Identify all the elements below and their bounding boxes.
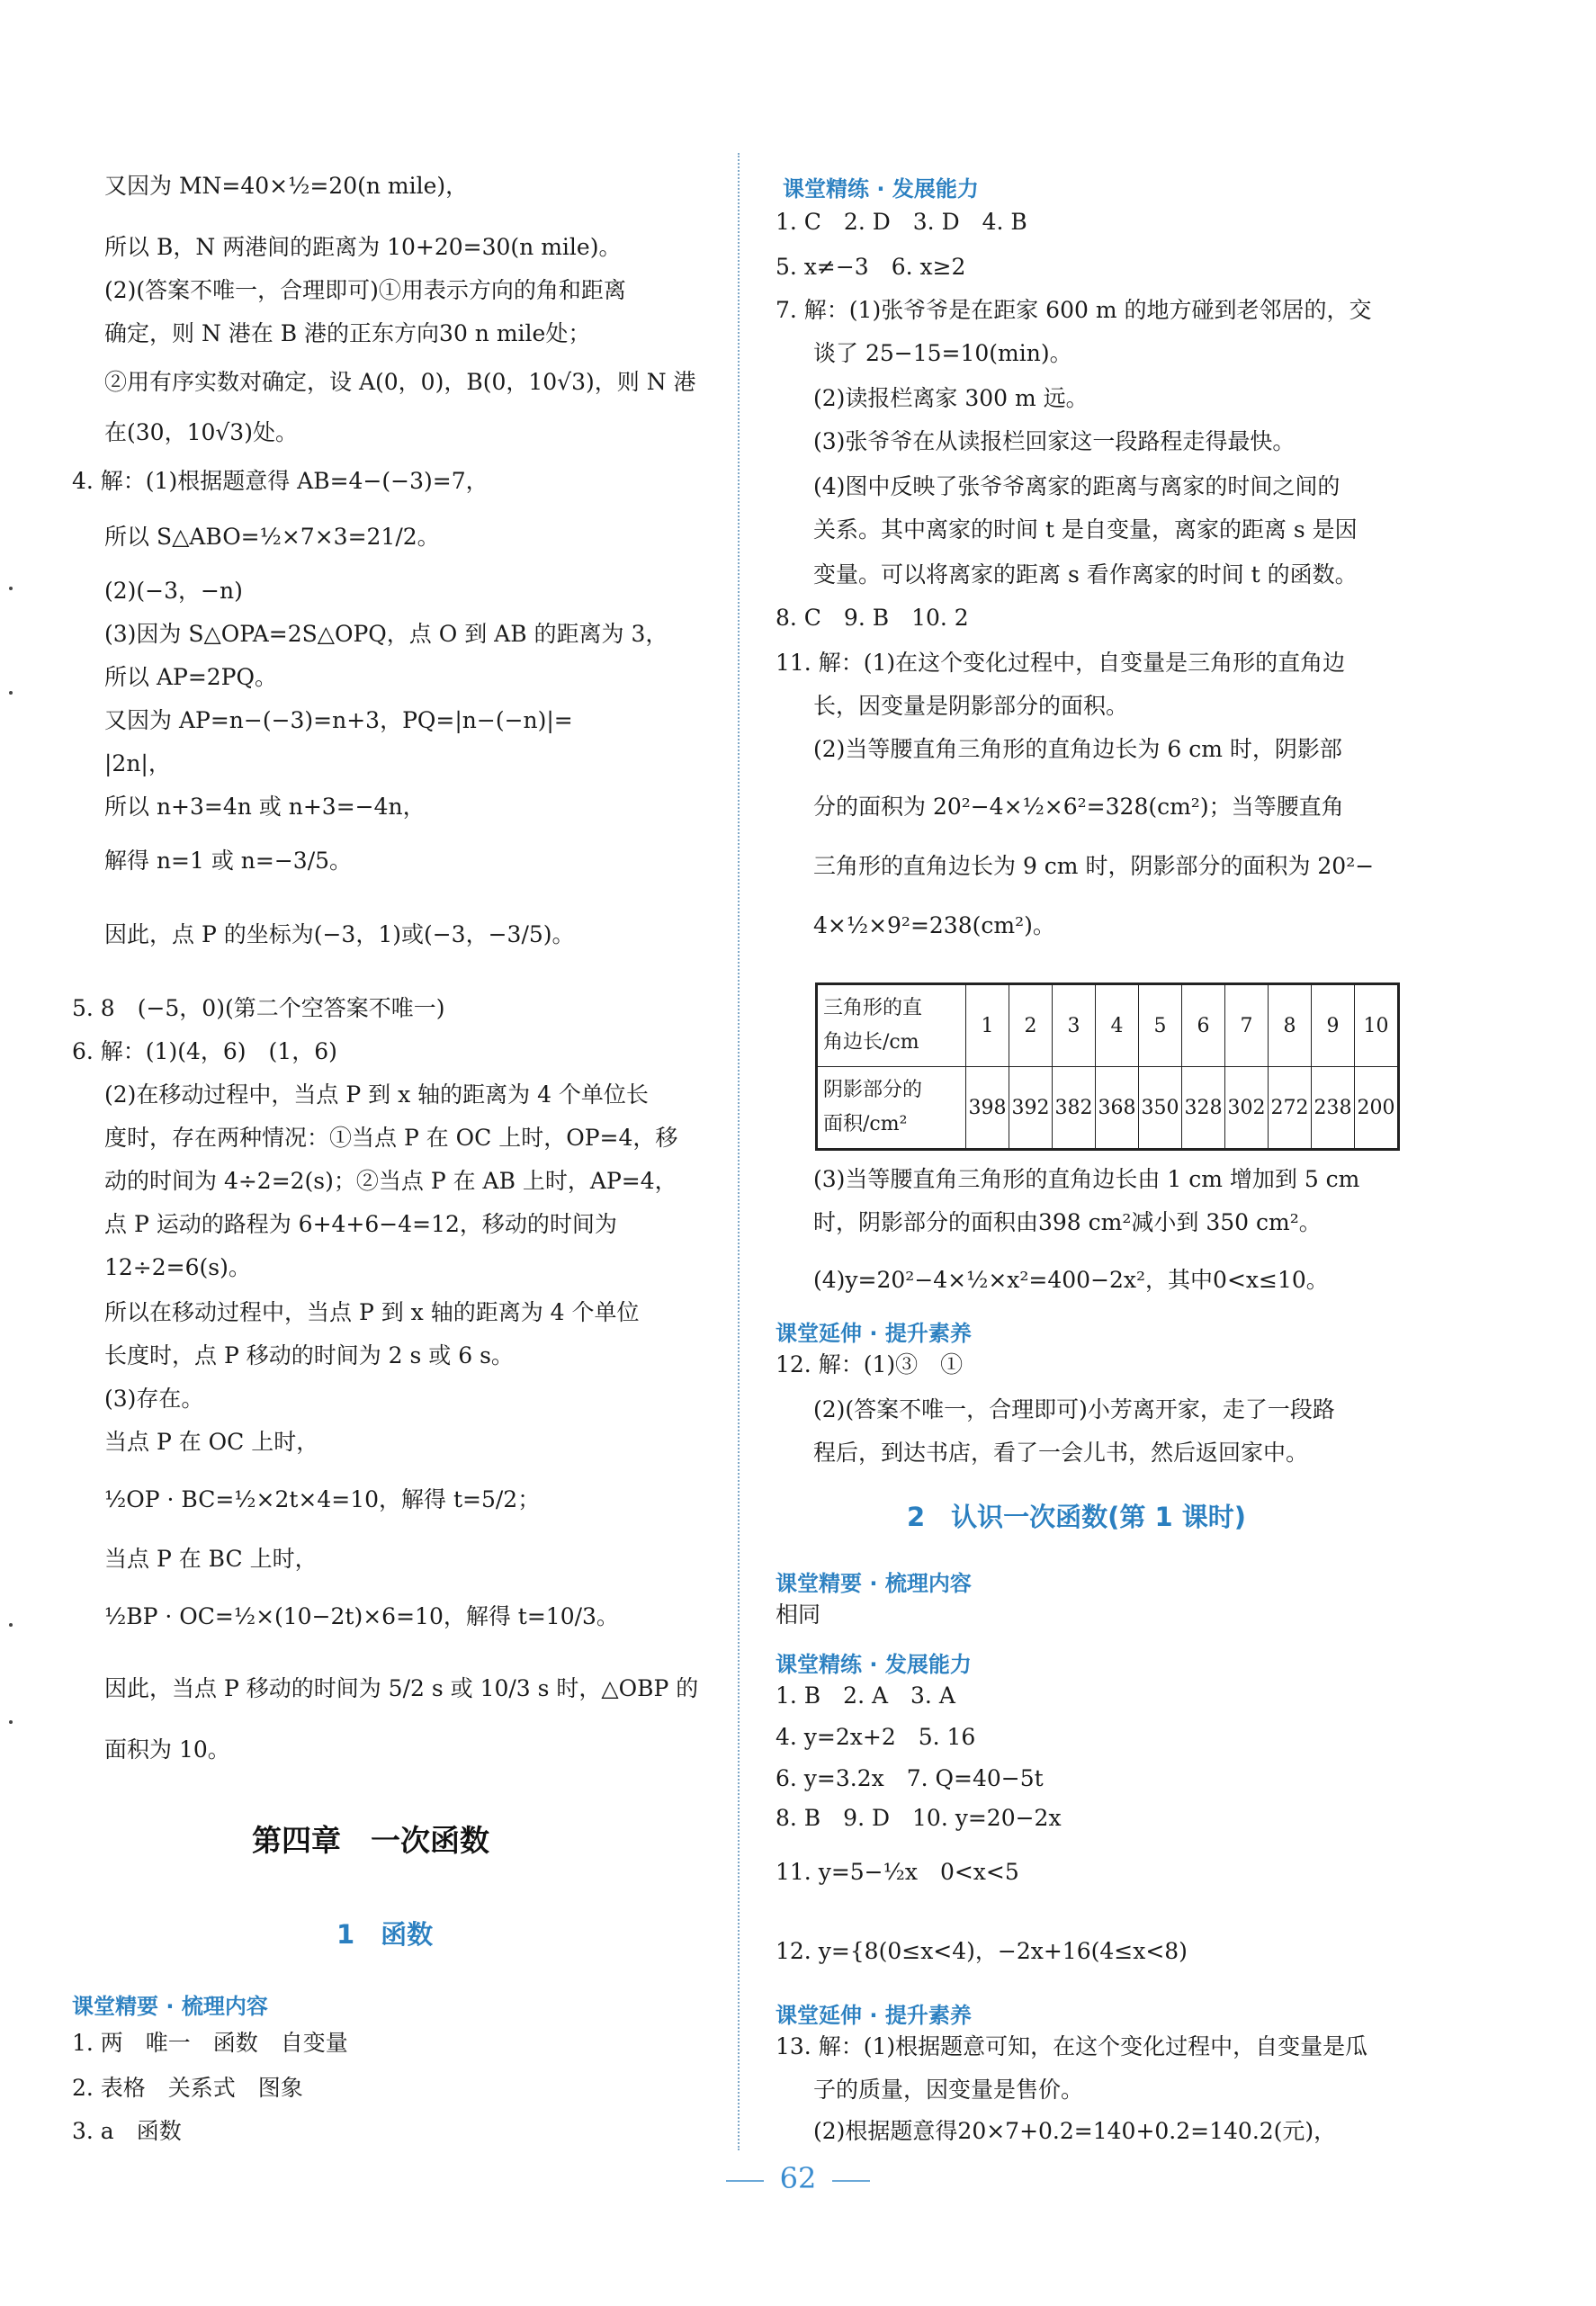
text-line: 在(30，10√3)处。	[104, 419, 298, 445]
text-line: 6. y=3.2x 7. Q=40−5t	[776, 1765, 1044, 1791]
table-cell: 7	[1225, 984, 1269, 1067]
header-text: 角边长/cm	[823, 1031, 919, 1054]
scan-mark	[9, 691, 13, 695]
header-text: 阴影部分的	[823, 1079, 923, 1101]
table-cell: 302	[1225, 1067, 1269, 1150]
text-line: 变量。可以将离家的距离 s 看作离家的时间 t 的函数。	[813, 561, 1358, 588]
table-row	[817, 1067, 1399, 1150]
text-line: 所以 AP=2PQ。	[104, 664, 277, 690]
text-line: 子的质量，因变量是售价。	[813, 2077, 1084, 2103]
text-line: 1. 两 唯一 函数 自变量	[72, 2030, 348, 2056]
text-line: ½BP · OC=½×(10−2t)×6=10，解得 t=10/3。	[104, 1603, 619, 1629]
text-line: 12. y={8(0≤x<4)，−2x+16(4≤x<8)	[776, 1938, 1188, 1964]
subchapter-title: 2 认识一次函数(第 1 课时)	[907, 1502, 1247, 1532]
text-line: ½OP · BC=½×2t×4=10，解得 t=5/2；	[104, 1486, 541, 1512]
header-text: 面积/cm²	[823, 1113, 908, 1135]
text-line: 因此，当点 P 移动的时间为 5/2 s 或 10/3 s 时，△OBP 的	[104, 1675, 699, 1701]
value-table	[815, 983, 1400, 1151]
column-divider	[738, 153, 740, 2150]
text-line: 因此，点 P 的坐标为(−3，1)或(−3，−3/5)。	[104, 921, 575, 947]
text-line: 5. x≠−3 6. x≥2	[776, 254, 966, 280]
text-line: (2)(答案不唯一，合理即可)小芳离开家，走了一段路	[813, 1396, 1335, 1422]
text-line: 3. a 函数	[72, 2118, 182, 2144]
text-line: 当点 P 在 BC 上时，	[104, 1546, 318, 1572]
section-heading: 课堂延伸 · 提升素养	[776, 1321, 972, 1346]
text-line: (3)存在。	[104, 1386, 204, 1412]
text-line: (4)y=20²−4×½×x²=400−2x²，其中0<x≤10。	[813, 1267, 1329, 1293]
text-line: (3)因为 S△OPA=2S△OPQ，点 O 到 AB 的距离为 3，	[104, 621, 668, 647]
text-line: 8. C 9. B 10. 2	[776, 605, 969, 631]
text-line: |2n|，	[104, 750, 171, 776]
page-number-dash	[832, 2180, 870, 2182]
text-line: (2)(−3，−n)	[104, 578, 243, 604]
text-line: (3)张爷爷在从读报栏回家这一段路程走得最快。	[813, 428, 1296, 454]
text-line: (2)根据题意得20×7+0.2=140+0.2=140.2(元)，	[813, 2118, 1337, 2144]
text-line: 分的面积为 20²−4×½×6²=328(cm²)；当等腰直角	[813, 794, 1344, 820]
text-line: 动的时间为 4÷2=2(s)；②当点 P 在 AB 上时，AP=4，	[104, 1168, 677, 1194]
chapter-title: 第四章 一次函数	[252, 1823, 489, 1858]
table-header-cell	[817, 1067, 966, 1150]
table-cell: 4	[1096, 984, 1139, 1067]
table-cell: 382	[1053, 1067, 1096, 1150]
table-cell: 272	[1269, 1067, 1312, 1150]
text-line: 13. 解：(1)根据题意可知，在这个变化过程中，自变量是瓜	[776, 2033, 1368, 2059]
text-line: 4×½×9²=238(cm²)。	[813, 912, 1055, 938]
text-line: ②用有序实数对确定，设 A(0，0)，B(0，10√3)，则 N 港	[104, 369, 696, 395]
text-line: 8. B 9. D 10. y=20−2x	[776, 1805, 1062, 1831]
text-line: 相同	[776, 1602, 821, 1628]
table-row	[817, 984, 1399, 1067]
text-line: 4. y=2x+2 5. 16	[776, 1724, 976, 1750]
text-line: 5. 8 (−5，0)(第二个空答案不唯一)	[72, 995, 445, 1021]
table-cell: 8	[1269, 984, 1312, 1067]
text-line: 度时，存在两种情况：①当点 P 在 OC 上时，OP=4，移	[104, 1125, 678, 1151]
text-line: 三角形的直角边长为 9 cm 时，阴影部分的面积为 20²−	[813, 853, 1375, 879]
text-line: (4)图中反映了张爷爷离家的距离与离家的时间之间的	[813, 473, 1340, 499]
text-line: 当点 P 在 OC 上时，	[104, 1429, 319, 1455]
text-line: 所以 B，N 两港间的距离为 10+20=30(n mile)。	[104, 234, 622, 260]
text-line: (2)(答案不唯一，合理即可)①用表示方向的角和距离	[104, 277, 626, 303]
scan-mark	[9, 1623, 13, 1627]
text-line: 11. y=5−½x 0<x<5	[776, 1859, 1019, 1885]
text-line: 12. 解：(1)③ ①	[776, 1351, 964, 1377]
text-line: 确定，则 N 港在 B 港的正东方向30 n mile处；	[104, 320, 591, 346]
text-line: 关系。其中离家的时间 t 是自变量，离家的距离 s 是因	[813, 516, 1358, 543]
text-line: 所以在移动过程中，当点 P 到 x 轴的距离为 4 个单位	[104, 1299, 640, 1325]
text-line: (2)在移动过程中，当点 P 到 x 轴的距离为 4 个单位长	[104, 1081, 649, 1108]
text-line: 谈了 25−15=10(min)。	[813, 340, 1072, 366]
table-cell: 2	[1009, 984, 1053, 1067]
section-heading: 课堂延伸 · 提升素养	[776, 2003, 972, 2028]
table-cell: 6	[1182, 984, 1225, 1067]
scan-mark	[9, 1720, 13, 1724]
section-heading: 课堂精要 · 梳理内容	[776, 1571, 972, 1596]
text-line: 2. 表格 关系式 图象	[72, 2075, 303, 2101]
text-line: 4. 解：(1)根据题意得 AB=4−(−3)=7，	[72, 468, 489, 494]
table-cell: 200	[1355, 1067, 1399, 1150]
table-cell: 238	[1312, 1067, 1355, 1150]
text-line: (2)读报栏离家 300 m 远。	[813, 385, 1089, 411]
table-cell: 350	[1139, 1067, 1182, 1150]
section-heading: 课堂精练 · 发展能力	[776, 1652, 972, 1677]
table-cell: 9	[1312, 984, 1355, 1067]
text-line: 又因为 AP=n−(−3)=n+3，PQ=|n−(−n)|=	[104, 707, 573, 733]
text-line: 所以 S△ABO=½×7×3=21/2。	[104, 524, 440, 550]
text-line: 所以 n+3=4n 或 n+3=−4n，	[104, 794, 426, 820]
scan-mark	[9, 587, 13, 590]
section-heading: 课堂精要 · 梳理内容	[72, 1994, 268, 2019]
text-line: (2)当等腰直角三角形的直角边长为 6 cm 时，阴影部	[813, 736, 1342, 762]
text-line: 7. 解：(1)张爷爷是在距家 600 m 的地方碰到老邻居的，交	[776, 297, 1372, 323]
text-line: 6. 解：(1)(4，6) (1，6)	[72, 1038, 337, 1064]
table-cell: 328	[1182, 1067, 1225, 1150]
table-cell: 5	[1139, 984, 1182, 1067]
table-header-cell	[817, 984, 966, 1067]
text-line: 时，阴影部分的面积由398 cm²减小到 350 cm²。	[813, 1209, 1322, 1235]
table-cell: 3	[1053, 984, 1096, 1067]
text-line: 11. 解：(1)在这个变化过程中，自变量是三角形的直角边	[776, 650, 1346, 676]
section-heading: 课堂精练 · 发展能力	[783, 176, 979, 202]
text-line: 长度时，点 P 移动的时间为 2 s 或 6 s。	[104, 1342, 514, 1368]
text-line: 长，因变量是阴影部分的面积。	[813, 693, 1129, 719]
text-line: 1. C 2. D 3. D 4. B	[776, 209, 1027, 235]
table-cell: 398	[966, 1067, 1009, 1150]
text-line: (3)当等腰直角三角形的直角边长由 1 cm 增加到 5 cm	[813, 1166, 1360, 1192]
table-cell: 1	[966, 984, 1009, 1067]
text-line: 又因为 MN=40×½=20(n mile)，	[104, 173, 469, 199]
text-line: 程后，到达书店，看了一会儿书，然后返回家中。	[813, 1440, 1309, 1466]
text-line: 1. B 2. A 3. A	[776, 1682, 955, 1709]
page-number-text: 62	[779, 2161, 817, 2195]
section-title: 1 函数	[336, 1919, 434, 1950]
text-line: 解得 n=1 或 n=−3/5。	[104, 848, 353, 874]
table-cell: 368	[1096, 1067, 1139, 1150]
text-line: 点 P 运动的路程为 6+4+6−4=12，移动的时间为	[104, 1211, 617, 1237]
table-cell: 392	[1009, 1067, 1053, 1150]
page-number-dash	[726, 2180, 764, 2182]
text-line: 面积为 10。	[104, 1736, 230, 1763]
header-text: 三角形的直	[823, 997, 923, 1019]
table-cell: 10	[1355, 984, 1399, 1067]
page-number	[0, 2161, 1596, 2195]
text-line: 12÷2=6(s)。	[104, 1254, 251, 1280]
